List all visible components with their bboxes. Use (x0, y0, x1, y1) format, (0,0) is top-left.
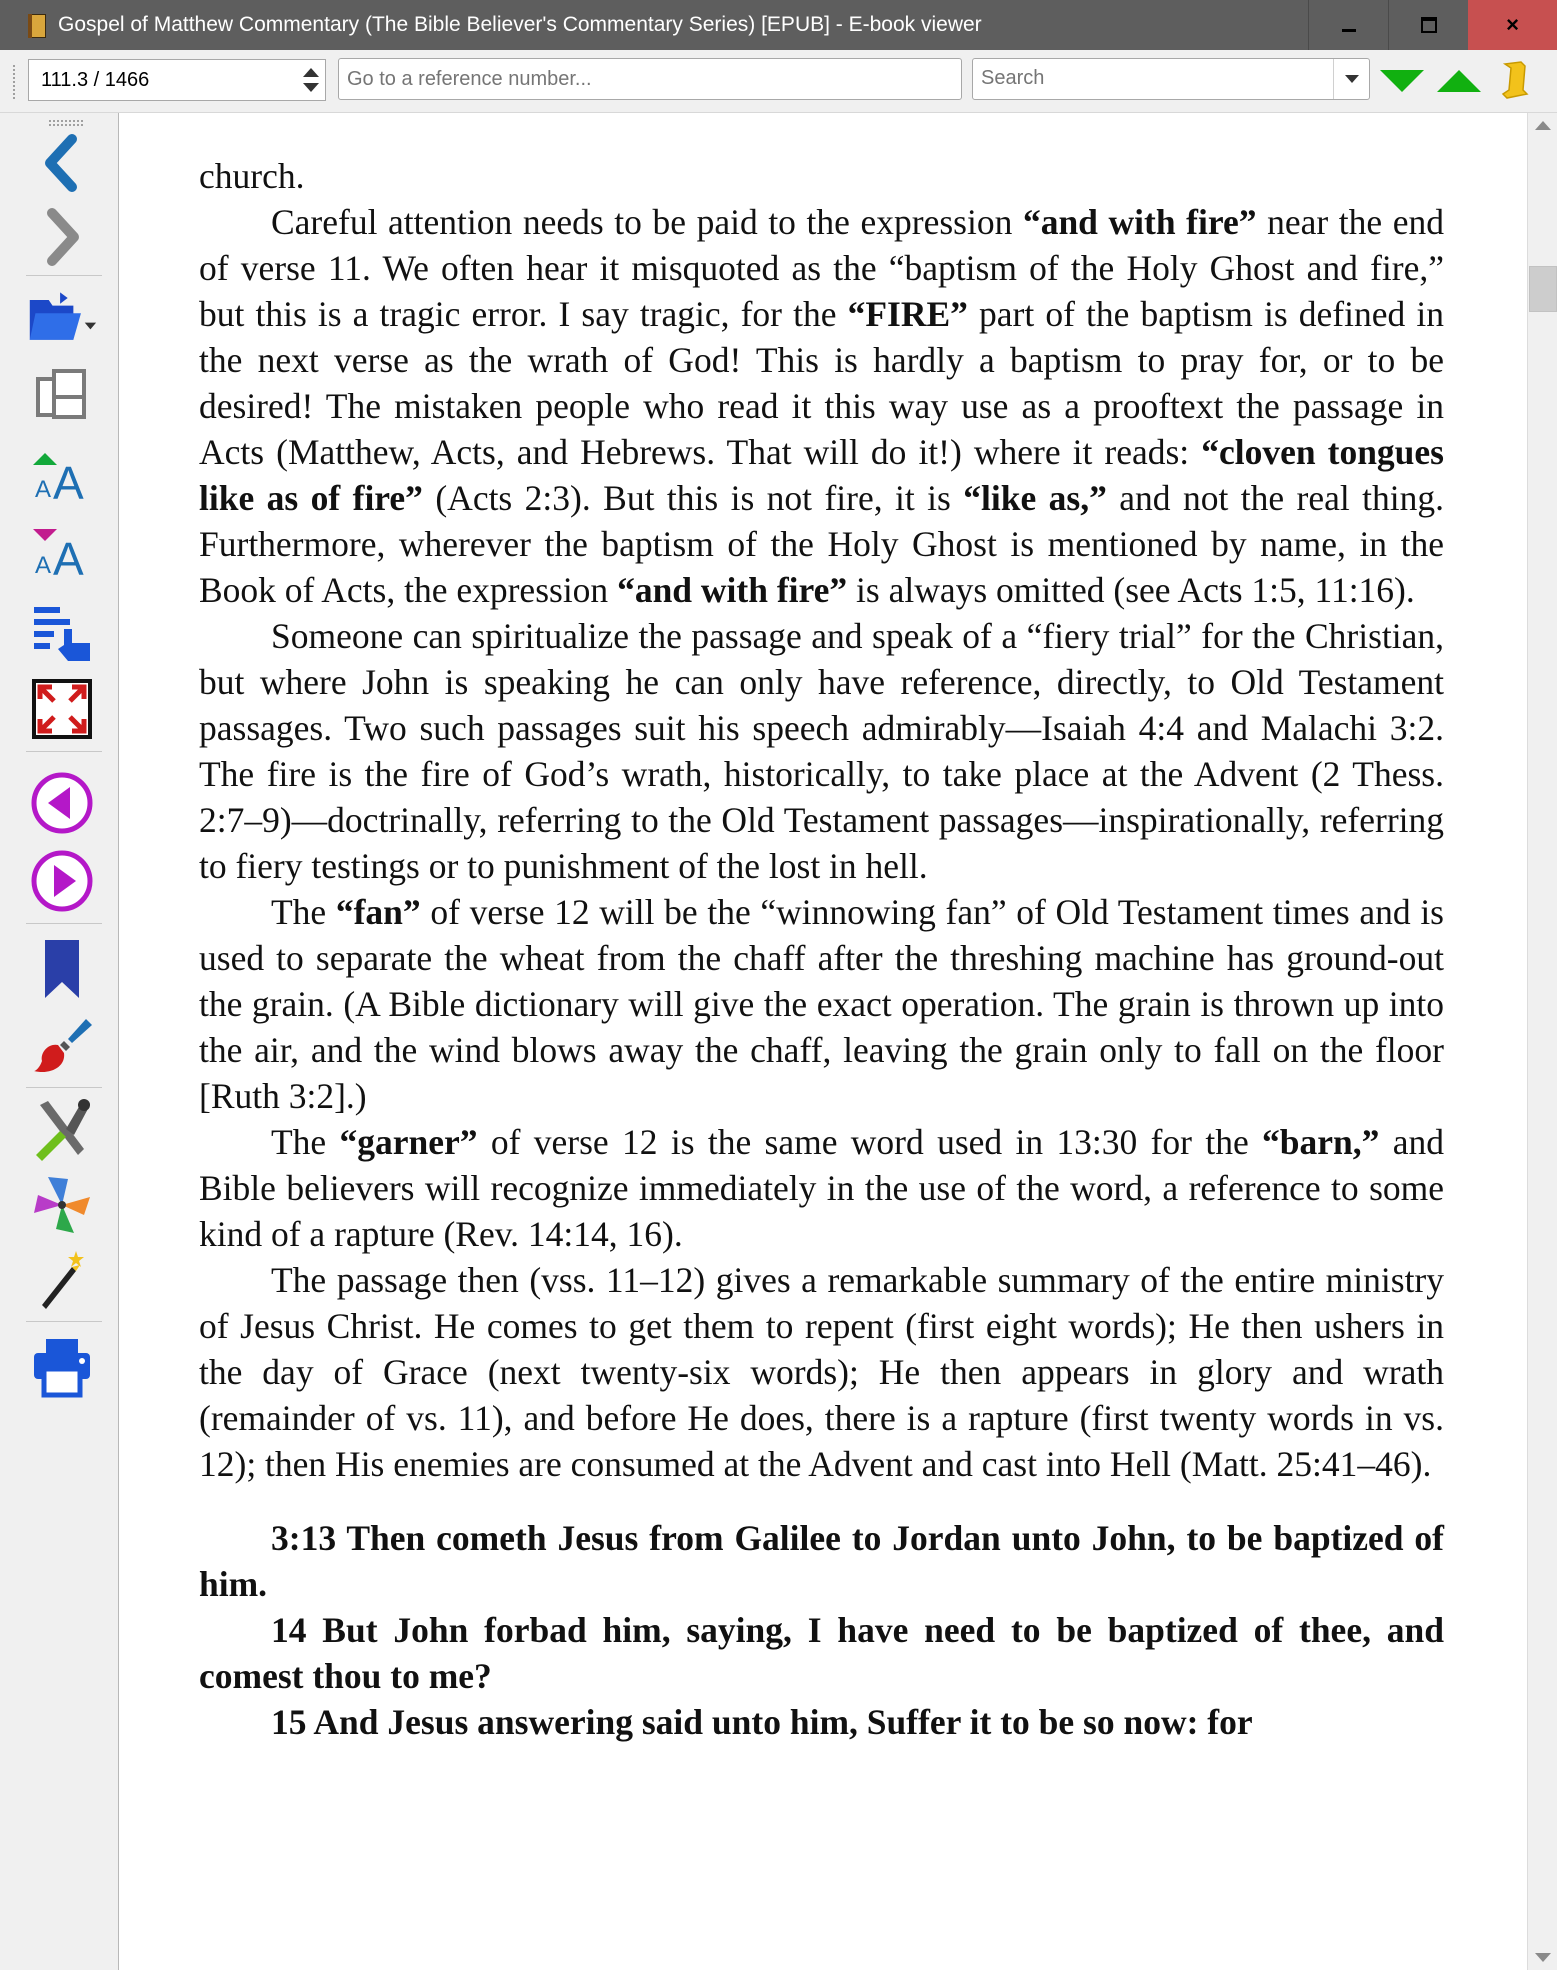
magic-button[interactable] (26, 1247, 98, 1311)
text-run: part of the baptism is defined in the next verse as the wrath of God! This is hardly a baptism to pray for, or to be desired! The mistaken people who read it this way use as a prooftext the passage in Acts (Matthew, Acts, and Hebrews. That will do it!) where it reads: (199, 294, 1444, 472)
plugins-button[interactable] (26, 1173, 98, 1237)
next-icon (30, 849, 94, 913)
toolbar-grip[interactable] (12, 64, 16, 100)
search-input[interactable] (973, 59, 1329, 97)
sidebar-toolbar (0, 113, 119, 1970)
reference-input[interactable] (338, 58, 962, 100)
text-run: (Acts 2:3). But this is not fire, it is (422, 478, 964, 518)
text-run: of verse 12 will be the “winnowing fan” of Old Testament times and is used to separate the wheat from the chaff after the threshing machine has ground-out the grain. (A Bible dictionary will give the exact operation. The grain is thrown up into the air, and the wind blows away the chaff, leaving the grain only to fall on the floor [Ruth 3:2].) (199, 892, 1444, 1116)
lock-icon[interactable] (1499, 60, 1531, 100)
svg-text:A: A (53, 457, 84, 505)
verse-14: 14 But John forbad him, saying, I have need to be baptized of thee, and comest thou to me? (199, 1610, 1444, 1696)
print-icon (30, 1335, 94, 1399)
scroll-down-icon[interactable] (1535, 1953, 1551, 1962)
font-smaller-icon (27, 521, 97, 581)
paragraph (199, 1119, 1444, 1257)
bold-phrase: “fan” (335, 892, 421, 932)
find-previous-icon[interactable] (1437, 70, 1481, 92)
verse-13: 3:13 Then cometh Jesus from Galilee to Jordan unto John, to be baptized of him. (199, 1518, 1444, 1604)
app-book-icon (26, 12, 48, 38)
paragraph (199, 613, 1444, 889)
paragraph (199, 199, 1444, 613)
pinwheel-icon (28, 1173, 96, 1237)
bold-phrase: “like as,” (963, 478, 1107, 518)
paragraph: church. (199, 156, 305, 196)
font-larger-icon (27, 445, 97, 505)
preferences-button[interactable] (26, 1097, 98, 1161)
forward-button[interactable] (26, 205, 98, 269)
spin-up-icon[interactable] (303, 68, 319, 77)
copy-icon (32, 365, 92, 425)
bold-phrase: “cloven tongues like as of fire” (199, 432, 1444, 518)
bookmark-button[interactable] (26, 937, 98, 1001)
paragraph (199, 889, 1444, 1119)
copy-button[interactable] (26, 363, 98, 427)
fullscreen-button[interactable] (26, 677, 98, 741)
svg-text:A: A (53, 533, 84, 581)
text-run: The (271, 1122, 340, 1162)
search-dropdown-icon[interactable] (1333, 59, 1370, 99)
minimize-icon (1342, 29, 1356, 32)
find-next-icon[interactable] (1380, 70, 1424, 92)
book-page (199, 153, 1444, 1745)
folder-open-icon (26, 285, 98, 349)
open-button[interactable] (26, 285, 98, 349)
verse-15: 15 And Jesus answering said unto him, Suffer it to be so now: for (271, 1702, 1253, 1742)
bold-phrase: “and with fire” (1022, 202, 1257, 242)
text-run: of verse 12 is the same word used in 13:30 for the (477, 1122, 1263, 1162)
minimize-button[interactable] (1308, 0, 1389, 50)
text-run: Someone can spiritualize the passage and speak of a “fiery trial” for the Christian, but where John is speaking he can only have reference, directly, to Old Testament passages. Two such passages suit his speech admirably—Isaiah 4:4 and Malachi 3:2. The fire is the fire of God’s wrath, historically, to take place at the Advent (2 Thess. 2:7–9)—doctrinally, referring to the Old Testament passages—inspirationally, referring to fiery testings or to punishment of the lost in hell. (199, 616, 1444, 886)
back-button[interactable] (26, 131, 98, 195)
title-bar (0, 0, 1557, 50)
text-run: Careful attention needs to be paid to the expression (271, 202, 1023, 242)
position-spinner[interactable] (300, 60, 324, 100)
toc-icon (28, 599, 96, 663)
text-run: and not the real thing. Furthermore, wherever the baptism of the Holy Ghost is mentioned by name, in the Book of Acts, the expression (199, 478, 1444, 610)
print-button[interactable] (26, 1335, 98, 1399)
position-value: 111.3 / 1466 (41, 69, 150, 91)
bookmark-icon (37, 936, 87, 1002)
scroll-up-icon[interactable] (1535, 121, 1551, 130)
scroll-thumb[interactable] (1529, 266, 1557, 312)
font-smaller-button[interactable] (26, 519, 98, 583)
window-title: Gospel of Matthew Commentary (The Bible Believer's Commentary Series) [EPUB] - E-book viewer (58, 13, 982, 36)
bold-phrase: “garner” (339, 1122, 478, 1162)
text-run: and Bible believers will recognize immediately in the use of the word, a reference to some kind of a rapture (Rev. 14:14, 16). (199, 1122, 1444, 1254)
next-page-button[interactable] (26, 849, 98, 913)
bold-phrase: “and with fire” (617, 570, 848, 610)
previous-icon (30, 771, 94, 835)
magic-wand-icon (32, 1247, 92, 1311)
text-run: The passage then (vss. 11–12) gives a remarkable summary of the entire ministry of Jesus Christ. He comes to get them to repent (first eight words); He then ushers in the day of Grace (next twenty-six words); He then appears in glory and wrath (remainder of vs. 11), and before He does, there is a rapture (first twenty words in vs. 12); then His enemies are consumed at the Advent and cast into Hell (Matt. 25:41–46). (199, 1260, 1444, 1484)
close-icon: × (1506, 12, 1519, 37)
bold-phrase: “FIRE” (847, 294, 968, 334)
brush-icon (30, 1013, 94, 1077)
close-button[interactable] (1468, 0, 1557, 50)
chevron-left-icon (38, 133, 86, 193)
sidebar-grip[interactable] (48, 119, 84, 127)
text-run: The (271, 892, 336, 932)
search-box[interactable] (972, 58, 1370, 100)
svg-text:A: A (35, 552, 52, 579)
paragraph (199, 1257, 1444, 1487)
font-larger-button[interactable] (26, 443, 98, 507)
maximize-icon (1421, 17, 1437, 33)
tools-icon (30, 1095, 94, 1163)
maximize-button[interactable] (1388, 0, 1469, 50)
vertical-scrollbar[interactable] (1527, 113, 1557, 1970)
toc-button[interactable] (26, 599, 98, 663)
previous-page-button[interactable] (26, 771, 98, 835)
bold-phrase: “barn,” (1262, 1122, 1380, 1162)
highlight-button[interactable] (26, 1013, 98, 1077)
fullscreen-icon (30, 677, 94, 741)
svg-text:A: A (35, 476, 52, 503)
text-run: is always omitted (see Acts 1:5, 11:16). (847, 570, 1415, 610)
position-field[interactable] (28, 59, 326, 101)
chevron-right-icon (38, 207, 86, 267)
toolbar (0, 50, 1557, 113)
spin-down-icon[interactable] (303, 83, 319, 92)
text-run: near the end of verse 11. We often hear it misquoted as the “baptism of the Holy Ghost and fire,” but this is a tragic error. I say tragic, for the (199, 202, 1445, 334)
book-content-view[interactable] (119, 113, 1527, 1970)
